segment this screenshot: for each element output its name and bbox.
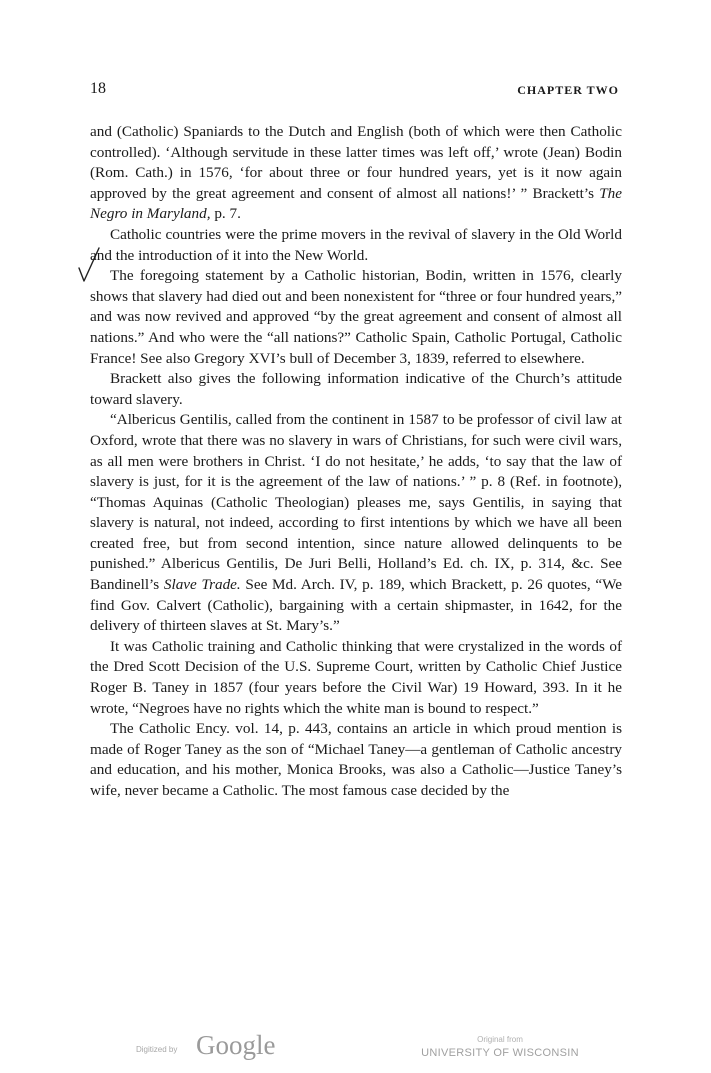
paragraph-4: Brackett also gives the following information indicative of the Church’s attitude toward slavery. xyxy=(90,370,622,408)
google-logo: Google xyxy=(196,1030,276,1060)
paragraph-1-text-a: and (Catholic) Spaniards to the Dutch and English (both of which were then Catholic controlled). ‘Although servitude in these latter times was left off,’ wrote (Jean) Bodin (Rom. Cath.) in 1576, ‘for about three or four hundred years, yet is it now again approved by the great agreement and consent of almost all nations!’ ” Brackett’s xyxy=(90,123,622,202)
university-label: UNIVERSITY OF WISCONSIN xyxy=(421,1047,579,1059)
page-number: 18 xyxy=(90,80,106,97)
original-from-label: Original from xyxy=(477,1035,523,1044)
paragraph-2: Catholic countries were the prime movers in the revival of slavery in the Old World and the introduction of it into the New World. xyxy=(90,225,622,264)
paragraph-6: It was Catholic training and Catholic thinking that were crystalized in the words of the Dred Scott Decision of the U.S. Supreme Court, written by Catholic Chief Justice Roger B. Taney in 1857 (four years before the Civil War) 19 Howard, 393. In it he wrote, “Negroes have no rights which the white man is bound to respect.” xyxy=(90,637,622,717)
book-title-negro-in-maryland: The Negro in Maryland, xyxy=(90,184,622,223)
paragraph-5-text-a: “Albericus Gentilis, called from the continent in 1587 to be professor of civil law at Oxford, wrote that there was no slavery in wars of Christians, for such were civil wars, as all men were brothers in Christ. ‘I do not hesitate,’ he adds, ‘to say that the law of slavery is just, for it is the agreement of the law of nations.’ ” p. 8 (Ref. in footnote), “Thomas Aquinas (Catholic Theologian) pleases me, says Gentilis, in saying that slavery is natural, not indeed, according to first intentions by which we have all been created free, but from second intention, since nature allowed delinquents to be punished.” Albericus Gentilis, De Juri Belli, Holland’s Ed. ch. IX, p. 314, &c. See Bandinell’s xyxy=(90,411,622,594)
paragraph-1 xyxy=(90,122,622,225)
running-head: CHAPTER TWO xyxy=(517,83,619,97)
book-title-slave-trade: Slave Trade. xyxy=(163,576,241,594)
paragraph-7: The Catholic Ency. vol. 14, p. 443, contains an article in which proud mention is made of Roger Taney as the son of “Michael Taney—a gentleman of Catholic ancestry and education, and his mother, Monica Brooks, was also a Catholic—Justice Taney’s wife, never became a Catholic. The most famous case decided by the xyxy=(90,720,622,799)
footer xyxy=(0,1030,711,1070)
paragraph-3: The foregoing statement by a Catholic historian, Bodin, written in 1576, clearly shows that slavery had died out and been nonexistent for “three or four hundred years,” and was now revived and approved “by the great agreement and consent of almost all nations.” And who were the “all nations?” Catholic Spain, Catholic Portugal, Catholic France! See also Gregory XVI’s bull of December 3, 1839, referred to elsewhere. xyxy=(90,267,622,367)
paragraph-5-text-b: See Md. Arch. IV, p. 189, which Brackett, p. 26 quotes, “We find Gov. Calvert (Catholic), bargaining with a certain shipmaster, in 1642, for the delivery of thirteen slaves at St. Mary’s.” xyxy=(90,576,622,635)
body-text xyxy=(90,122,622,802)
digitized-by-label: Digitized by xyxy=(136,1045,178,1054)
paragraph-5 xyxy=(90,410,622,637)
paragraph-1-text-b: p. 7. xyxy=(210,205,241,223)
